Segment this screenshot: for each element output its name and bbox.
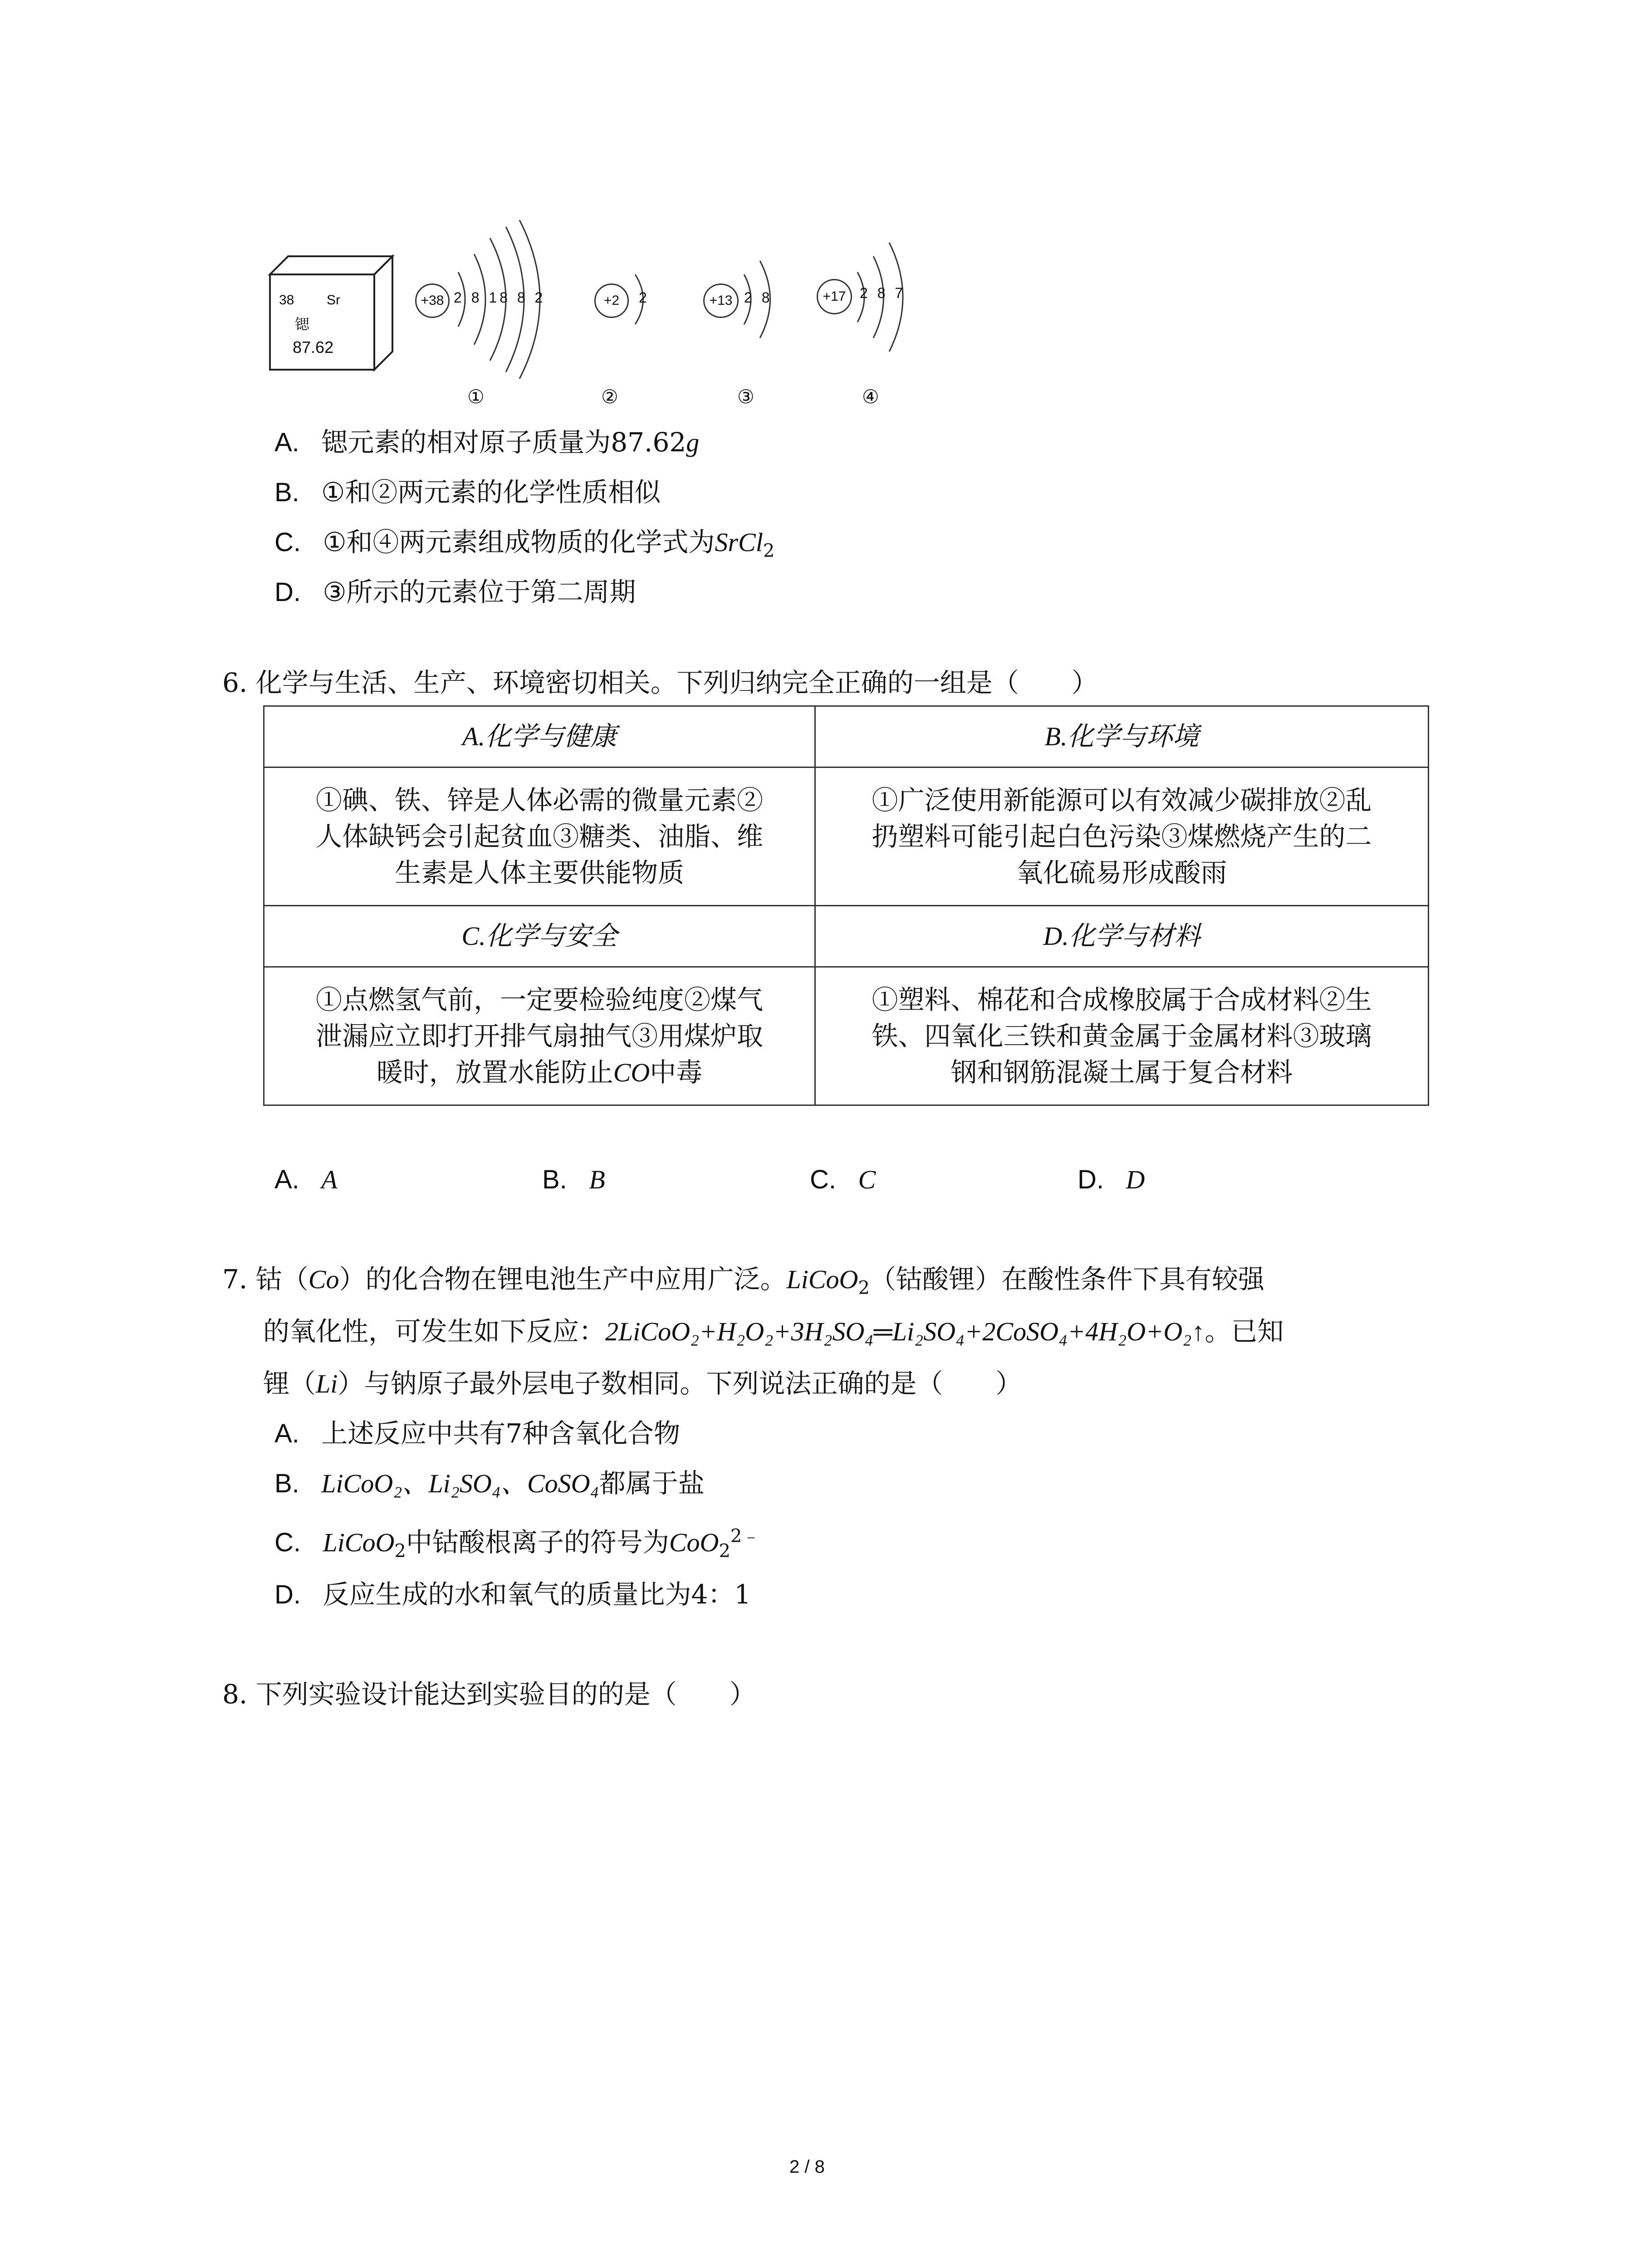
shell-electron-counts: 2: [639, 289, 650, 306]
option-prefix: C.: [274, 528, 301, 557]
cell-line: ①碘、铁、锌是人体必需的微量元素②: [316, 785, 764, 816]
stem-text: （钴酸锂）在酸性条件下具有较强: [869, 1264, 1264, 1295]
option-text: ③所示的元素位于第二周期: [323, 577, 636, 607]
cell-line: [274, 1054, 805, 1091]
ion-charge: 2﹣: [730, 1525, 760, 1547]
option-prefix: A.: [274, 428, 299, 457]
q6-choice-d[interactable]: [1078, 1161, 1145, 1198]
option-prefix: D.: [274, 577, 301, 607]
stem-text: 的氧化性，可发生如下反应：: [263, 1316, 606, 1347]
q6-stem: 6. 化学与生活、生产、环境密切相关。下列归纳完全正确的一组是（ ）: [222, 667, 1098, 698]
cell-line: ①点燃氢气前，一定要检验纯度②煤气: [316, 984, 764, 1015]
q7-option-a[interactable]: [274, 1415, 680, 1452]
option-unit: g: [686, 428, 700, 457]
formula: LiCoO₂、Li₂SO₄、CoSO₄: [321, 1469, 599, 1498]
option-text: B: [589, 1165, 605, 1194]
option-text: 中钴酸根离子的符号为: [406, 1527, 669, 1558]
element-atomic-number: 38: [279, 293, 294, 308]
option-text: D: [1126, 1165, 1145, 1194]
formula: LiCoO: [786, 1265, 858, 1294]
cell-line: 氧化硫易形成酸雨: [1016, 857, 1227, 888]
shell-electron-counts: 2 8: [744, 289, 773, 306]
table-header-b: B.化学与环境: [815, 706, 1429, 767]
atom-label: ③: [737, 386, 754, 408]
reaction-equation: 2LiCoO₂+H₂O₂+3H₂SO₄═Li₂SO₄+2CoSO₄+4H₂O+O₂↑: [605, 1317, 1205, 1346]
q7-stem-line-1: [222, 1261, 1264, 1298]
option-prefix: C.: [274, 1528, 301, 1557]
table-header-a: A.化学与健康: [264, 706, 815, 767]
stem-text: 。已知: [1205, 1316, 1284, 1347]
cell-line: ①塑料、棉花和合成橡胶属于合成材料②生: [872, 984, 1372, 1015]
formula-subscript: 2: [763, 540, 775, 562]
cell-line: 扔塑料可能引起白色污染③煤燃烧产生的二: [872, 821, 1372, 852]
option-prefix: A.: [274, 1165, 299, 1194]
table-header-c: C.化学与安全: [264, 906, 815, 967]
atom-label: ①: [467, 386, 485, 408]
table-cell-a: [264, 767, 815, 906]
table-cell-d: [815, 967, 1429, 1105]
table-cell-c: [264, 967, 815, 1105]
q8-stem: 8. 下列实验设计能达到实验目的的是（ ）: [222, 1679, 756, 1710]
option-prefix: B.: [274, 1469, 299, 1498]
formula-subscript: 2: [858, 1277, 870, 1299]
q6-table: [263, 705, 1429, 1106]
stem-text: 锂（: [263, 1368, 316, 1399]
option-prefix: B.: [274, 478, 299, 507]
q5-option-d[interactable]: [274, 574, 636, 611]
stem-text: ）的化合物在锂电池生产中应用广泛。: [339, 1264, 787, 1295]
element-mass: 87.62: [293, 338, 334, 357]
q5-option-b[interactable]: [274, 474, 661, 511]
stem-text: ）与钠原子最外层电子数相同。下列说法正确的是（ ）: [338, 1368, 1022, 1399]
option-text: ①和④两元素组成物质的化学式为: [323, 527, 715, 557]
q7-stem-line-2: [263, 1313, 1283, 1350]
q7-option-b[interactable]: [274, 1465, 705, 1502]
element-symbol: Sr: [327, 293, 340, 308]
shell-electron-counts: 2 8 18 8 2: [454, 289, 546, 306]
table-cell-b: [815, 767, 1429, 906]
cell-line: 泄漏应立即打开排气扇抽气③用煤炉取: [316, 1020, 764, 1051]
page-number: 2 / 8: [789, 2157, 825, 2177]
nucleus: +2: [594, 284, 629, 318]
option-prefix: B.: [542, 1165, 567, 1194]
option-prefix: C.: [810, 1165, 836, 1194]
option-text: C: [858, 1165, 876, 1194]
q6-choice-a[interactable]: [274, 1161, 338, 1198]
q6-choice-c[interactable]: [810, 1161, 876, 1198]
formula: SrCl: [715, 528, 763, 557]
nucleus: +17: [817, 279, 852, 314]
shell-electron-counts: 2 8 7: [860, 285, 906, 301]
option-text: 反应生成的水和氧气的质量比为4：1: [323, 1579, 751, 1610]
cell-text: 中毒: [650, 1056, 703, 1088]
q6-choice-b[interactable]: [542, 1161, 605, 1198]
q5-option-c[interactable]: [274, 524, 774, 561]
table-header-d: D.化学与材料: [815, 906, 1429, 967]
cell-line: 人体缺钙会引起贫血③糖类、油脂、维: [316, 821, 764, 852]
q7-stem-line-3: [263, 1365, 1022, 1402]
nucleus: +13: [703, 284, 739, 318]
cell-line: 铁、四氧化三铁和黄金属于金属材料③玻璃: [872, 1021, 1372, 1051]
cell-text: 暖时，放置水能防止: [376, 1056, 613, 1088]
cell-line: 生素是人体主要供能物质: [395, 857, 685, 888]
option-prefix: A.: [274, 1419, 299, 1448]
ion-formula: CoO: [669, 1528, 719, 1557]
formula-subscript: 2: [394, 1540, 406, 1562]
formula: Li: [316, 1369, 338, 1398]
q5-option-a[interactable]: [274, 424, 699, 461]
formula: LiCoO: [323, 1528, 395, 1557]
q7-option-d[interactable]: [274, 1576, 751, 1613]
cell-line: ①广泛使用新能源可以有效减少碳排放②乱: [872, 785, 1372, 816]
atom-label: ④: [862, 386, 879, 408]
formula: CO: [613, 1057, 650, 1087]
option-prefix: D.: [274, 1580, 301, 1609]
cell-line: 钢和钢筋混凝土属于复合材料: [950, 1057, 1293, 1088]
q7-option-c[interactable]: [274, 1524, 760, 1561]
ion-subscript: 2: [719, 1540, 730, 1562]
stem-text: 7. 钴（: [222, 1264, 309, 1295]
nucleus: +38: [415, 284, 450, 318]
option-text: 锶元素的相对原子质量为87.62: [321, 427, 686, 458]
atom-label: ②: [601, 386, 618, 408]
option-prefix: D.: [1078, 1165, 1104, 1194]
option-text: A: [321, 1165, 338, 1194]
option-text: ①和②两元素的化学性质相似: [321, 477, 661, 508]
element-name: 锶: [295, 316, 310, 333]
option-text: 都属于盐: [599, 1468, 705, 1499]
option-text: 上述反应中共有7种含氧化合物: [321, 1418, 681, 1449]
formula: Co: [308, 1265, 339, 1294]
